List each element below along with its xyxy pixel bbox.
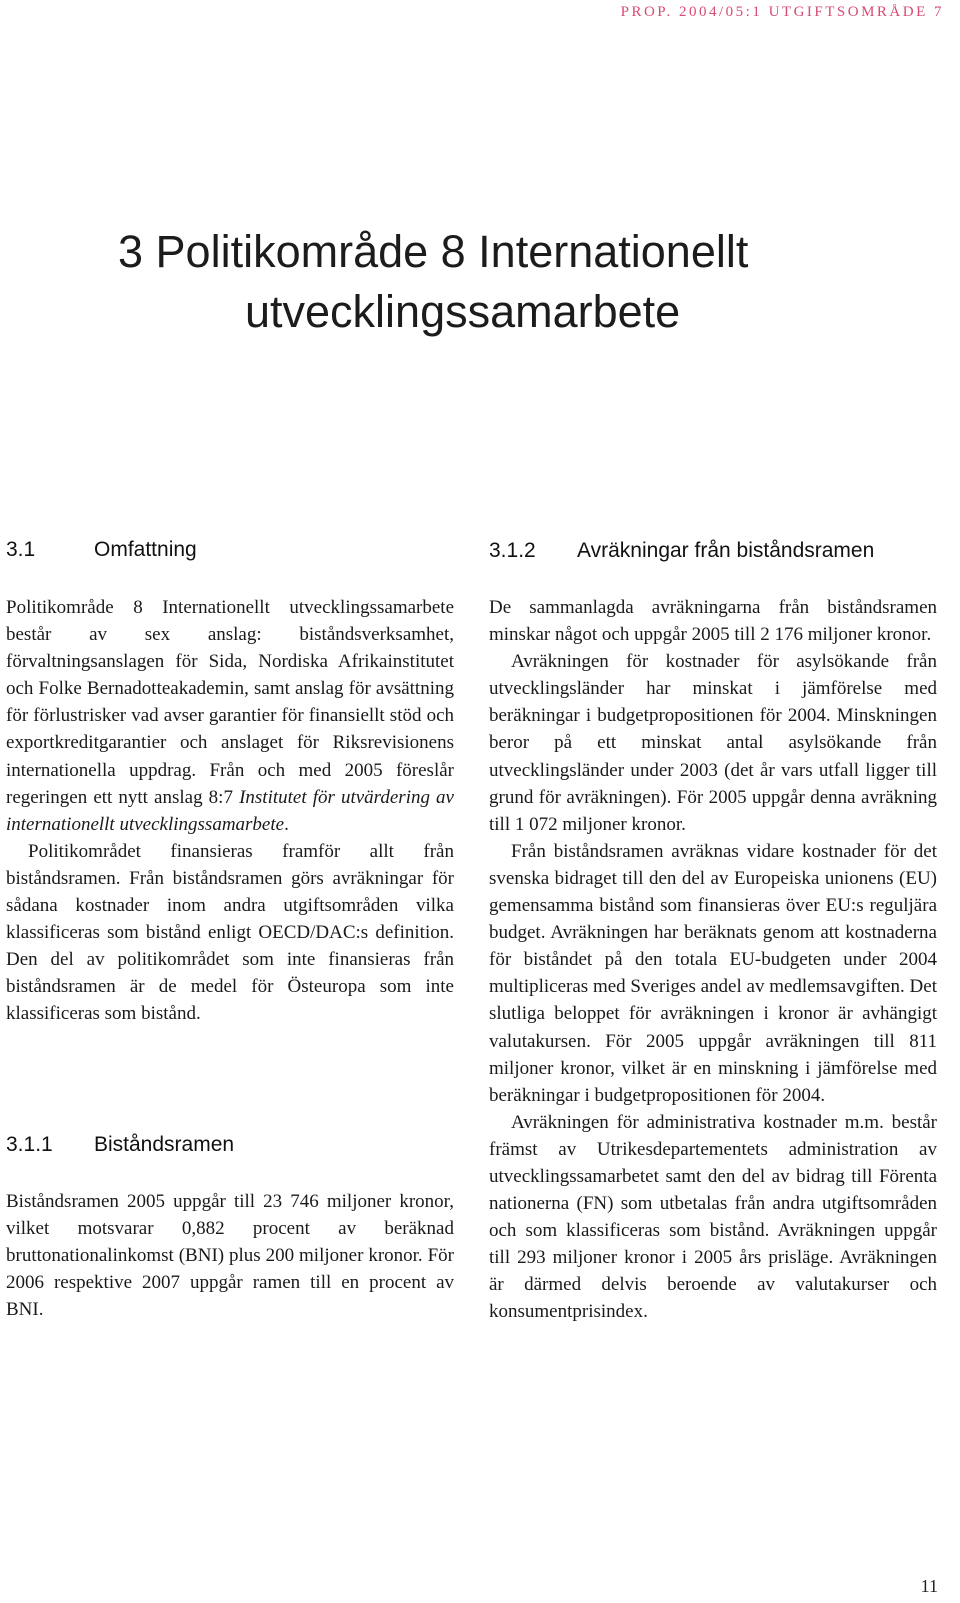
paragraph-text: . — [284, 813, 289, 835]
section-heading-3-1 — [6, 536, 197, 563]
section-number: 3.1.2 — [489, 539, 536, 562]
section-3-1-2-body — [489, 594, 937, 1326]
paragraph: Avräkningen för administrativa kostnader m.m. består främst av Utrikesdepartementets administration av utvecklingssamarbetet samt den del av bidrag till Förenta nationerna (FN) som utbetalas från andra utgiftsområden och som klassificeras som bistånd. Avräkningen uppgår till 293 miljoner kronor i 2005 års prisläge. Avräkningen är därmed delvis beroende av valutakurser och konsumentprisindex. — [489, 1111, 937, 1323]
chapter-title-line1: 3 Politikområde 8 Internationellt — [118, 226, 749, 277]
section-title: Avräkningar från biståndsramen — [577, 539, 875, 562]
paragraph: Från biståndsramen avräknas vidare kostnader för det svenska bidraget till den del av Europeiska unionens (EU) gemensamma bistånd som finansieras över EU:s reguljära budget. Avräkningen har beräknats genom att kostnaderna för biståndet på den totala EU-budgeten under 2004 multipliceras med Sveriges andel av medlemsavgiften. Det slutliga beloppet för avräkningen i kronor är avhängigt valutakursen. För 2005 uppgår avräkningen till 811 miljoner kronor, vilket är en minskning i jämförelse med beräkningar i budgetpropositionen för 2004. — [489, 840, 937, 1106]
section-number: 3.1 — [6, 538, 36, 561]
running-head: PROP. 2004/05:1 UTGIFTSOMRÅDE 7 — [620, 4, 944, 20]
paragraph-text: Politikområde 8 Internationellt utvecklingssamarbete består av sex anslag: biståndsverksamhet, förvaltningsanslagen för Sida, Nordiska Afrikainstitutet och Folke Bernadotteakademin, samt anslag för avsättning för förlustrisker vad avser garantier för finansiellt stöd och exportkreditgarantier och anslaget för Riksrevisionens internationella uppdrag. Från och med 2005 föreslår regeringen ett nytt anslag 8:7 — [6, 597, 454, 808]
paragraph-italic-text: Institutet för utvärdering av internationellt utvecklingssamarbete — [6, 786, 454, 835]
section-number: 3.1.1 — [6, 1133, 53, 1156]
section-title: Biståndsramen — [94, 1133, 235, 1156]
chapter-title — [118, 222, 918, 342]
section-title: Omfattning — [94, 538, 197, 561]
paragraph — [6, 594, 454, 838]
section-heading-3-1-2 — [489, 537, 874, 564]
paragraph: De sammanlagda avräkningarna från biståndsramen minskar något och uppgår 2005 till 2 176 miljoner kronor. — [489, 597, 937, 646]
section-3-1-1-body — [6, 1188, 454, 1323]
chapter-title-line2: utvecklingssamarbete — [245, 286, 681, 337]
section-heading-3-1-1 — [6, 1131, 234, 1158]
paragraph: Politikområdet finansieras framför allt från biståndsramen. Från biståndsramen görs avräkningar för sådana kostnader inom andra utgiftsområden vilka klassificeras som bistånd enligt OECD/DAC:s definition. Den del av politikområdet som inte finansieras från biståndsramen är de medel för Östeuropa som inte klassificeras som bistånd. — [6, 840, 454, 1025]
page-number: 11 — [920, 1576, 938, 1596]
section-3-1-body — [6, 594, 454, 1028]
paragraph: Avräkningen för kostnader för asylsökande från utvecklingsländer har minskat i jämförelse med beräkningar i budgetpropositionen för 2004. Minskningen beror på ett minskat antal asylsökande från utvecklingsländer under 2003 (det år vars utfall ligger till grund för avräkningen). För 2005 uppgår denna avräkning till 1 072 miljoner kronor. — [489, 651, 937, 835]
paragraph: Biståndsramen 2005 uppgår till 23 746 miljoner kronor, vilket motsvarar 0,882 procent av beräknad bruttonationalinkomst (BNI) plus 200 miljoner kronor. För 2006 respektive 2007 uppgår ramen till en procent av BNI. — [6, 1191, 454, 1321]
